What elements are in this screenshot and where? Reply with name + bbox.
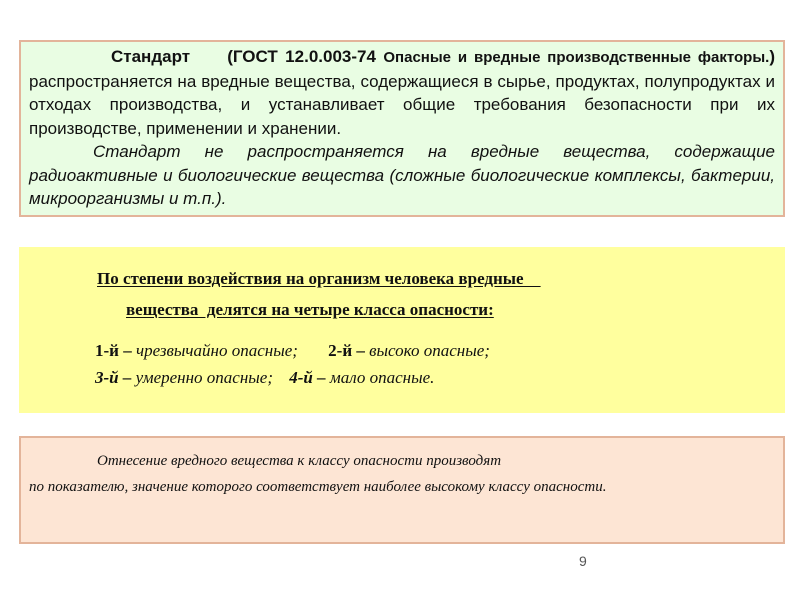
gost-code: (ГОСТ 12.0.003-74 bbox=[227, 47, 376, 66]
class-3-number: 3-й – bbox=[95, 368, 132, 387]
classes-heading-line-1: По степени воздействия на организм человека вредные bbox=[97, 269, 541, 288]
hazard-classes-block bbox=[19, 247, 785, 413]
classes-row-1 bbox=[95, 341, 490, 361]
class-2-description: высоко опасные; bbox=[369, 341, 490, 360]
gost-close-paren: ) bbox=[769, 47, 775, 66]
class-1-number: 1-й – bbox=[95, 341, 132, 360]
classes-heading-line-2 bbox=[126, 300, 494, 320]
class-2-number: 2-й – bbox=[328, 341, 365, 360]
class-1-description: чрезвычайно опасные; bbox=[135, 341, 298, 360]
class-4-number: 4-й – bbox=[289, 368, 326, 387]
classes-heading-text: вещества делятся на четыре класса опасности bbox=[126, 300, 489, 319]
gost-standard-block bbox=[19, 40, 785, 217]
gost-title: Опасные и вредные производственные факторы. bbox=[383, 49, 770, 66]
classes-row-2 bbox=[95, 368, 434, 388]
gost-paragraph-2 bbox=[29, 140, 775, 211]
assignment-line-1 bbox=[29, 448, 775, 474]
page-number: 9 bbox=[579, 553, 587, 569]
gost-scope-text: распространяется на вредные вещества, содержащиеся в сырье, продуктах, полупродуктах и отходах производства, и устанавливает общие требования безопасности при их производстве, применении и хранении. bbox=[29, 71, 775, 138]
class-4-description: мало опасные. bbox=[329, 368, 435, 387]
gost-paragraph-1 bbox=[29, 45, 775, 140]
gost-lead: Стандарт bbox=[111, 47, 191, 66]
class-assignment-block bbox=[19, 436, 785, 544]
assignment-line-2: по показателю, значение которого соответствует наиболее высокому классу опасности. bbox=[29, 479, 607, 495]
classes-heading-colon: : bbox=[488, 300, 494, 319]
gost-exclusion-text: Стандарт не распространяется на вредные вещества, содержащие радиоактивные и биологические вещества (сложные биологические комплексы, бактерии, микроорганизмы и т.п.). bbox=[29, 142, 775, 208]
assignment-line-1-text: Отнесение вредного вещества к классу опасности производят bbox=[97, 453, 502, 469]
class-3-description: умеренно опасные; bbox=[135, 368, 274, 387]
